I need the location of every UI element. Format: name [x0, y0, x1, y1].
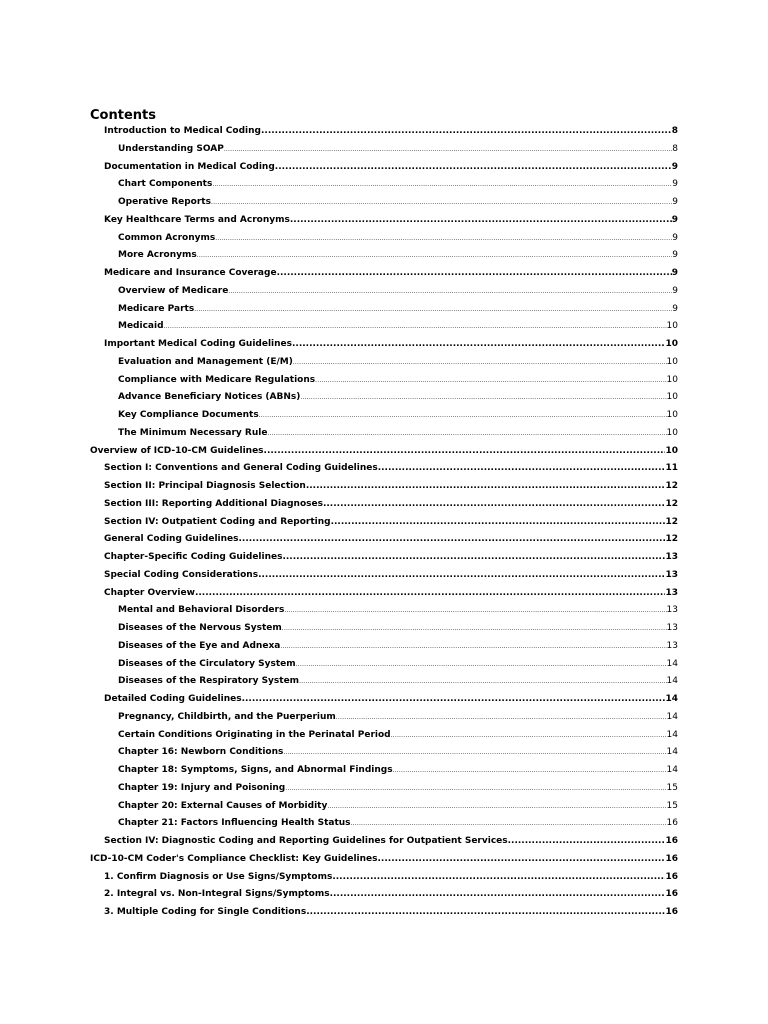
- toc-entry[interactable]: [90, 194, 678, 212]
- toc-entry[interactable]: [90, 691, 678, 709]
- toc-page-number[interactable]: 16: [665, 836, 678, 846]
- toc-entry-title[interactable]: Medicare and Insurance Coverage: [104, 268, 277, 278]
- toc-entry-title[interactable]: Overview of Medicare: [118, 285, 229, 296]
- toc-page-number[interactable]: 16: [665, 853, 678, 864]
- toc-entry[interactable]: [90, 123, 678, 141]
- toc-entry[interactable]: [90, 230, 678, 248]
- toc-entry-title[interactable]: Key Healthcare Terms and Acronyms: [104, 214, 290, 225]
- toc-entry-title[interactable]: The Minimum Necessary Rule: [118, 427, 268, 438]
- toc-entry-title[interactable]: Compliance with Medicare Regulations: [118, 374, 316, 385]
- toc-entry[interactable]: [90, 656, 678, 674]
- toc-entry-title[interactable]: Diseases of the Respiratory System: [118, 676, 300, 687]
- toc-entry[interactable]: [90, 141, 678, 159]
- toc-dot-leader: [212, 176, 672, 194]
- toc-dot-leader: [228, 283, 672, 301]
- toc-entry-title[interactable]: Diseases of the Eye and Adnexa: [118, 640, 281, 651]
- toc-entry-title[interactable]: Mental and Behavioral Disorders: [118, 605, 285, 616]
- toc-dot-leader: [306, 478, 666, 496]
- toc-page-number[interactable]: 16: [665, 889, 678, 900]
- toc-entry[interactable]: [90, 620, 678, 638]
- toc-page-number[interactable]: 15: [666, 800, 678, 811]
- toc-dot-leader: [378, 851, 666, 869]
- toc-dot-leader: [258, 567, 665, 585]
- toc-page-number[interactable]: 12: [665, 481, 678, 491]
- toc-dot-leader: [282, 549, 665, 567]
- toc-page-number[interactable]: 9: [672, 232, 678, 243]
- toc-entry-title[interactable]: Chapter-Specific Coding Guidelines: [104, 552, 283, 562]
- toc-dot-leader: [299, 673, 666, 691]
- toc-dot-leader: [277, 265, 672, 283]
- toc-entry[interactable]: [90, 301, 678, 319]
- toc-entry[interactable]: [90, 798, 678, 816]
- toc-page-number[interactable]: 10: [665, 445, 678, 456]
- toc-entry-title[interactable]: Medicare Parts: [118, 303, 195, 314]
- toc-entry-title[interactable]: 3. Multiple Coding for Single Conditions: [104, 907, 307, 917]
- toc-dot-leader: [224, 141, 672, 159]
- toc-entry[interactable]: [90, 886, 678, 904]
- toc-dot-leader: [293, 354, 667, 372]
- toc-page-number[interactable]: 8: [672, 143, 678, 154]
- toc-entry-title[interactable]: Chapter Overview: [104, 587, 195, 598]
- toc-entry-title[interactable]: Evaluation and Management (E/M): [118, 356, 293, 367]
- toc-entry-title[interactable]: Chapter 21: Factors Influencing Health Status: [118, 818, 351, 829]
- table-of-contents: [90, 108, 678, 922]
- toc-entry-title[interactable]: ICD-10-CM Coder's Compliance Checklist: Key Guidelines: [90, 853, 378, 864]
- toc-dot-leader: [290, 212, 672, 230]
- toc-page-number[interactable]: 14: [666, 729, 678, 740]
- toc-entry[interactable]: [90, 372, 678, 390]
- toc-dot-leader: [285, 780, 666, 798]
- toc-page-number[interactable]: 14: [666, 711, 678, 722]
- toc-heading: Contents: [90, 108, 156, 123]
- toc-entry[interactable]: [90, 389, 678, 407]
- toc-entry-title[interactable]: 2. Integral vs. Non-Integral Signs/Symptoms: [104, 889, 330, 900]
- toc-entry-title[interactable]: More Acronyms: [118, 250, 197, 261]
- toc-page-number[interactable]: 16: [665, 871, 678, 882]
- toc-page-number[interactable]: 10: [666, 427, 678, 438]
- toc-entry[interactable]: [90, 460, 678, 478]
- toc-entry[interactable]: [90, 283, 678, 301]
- toc-entry-title[interactable]: Certain Conditions Originating in the Perinatal Period: [118, 729, 391, 740]
- toc-page-number[interactable]: 16: [666, 818, 678, 829]
- toc-page-number[interactable]: 9: [672, 285, 678, 296]
- toc-entry-title[interactable]: Section I: Conventions and General Coding Guidelines: [104, 463, 378, 474]
- toc-entry[interactable]: [90, 744, 678, 762]
- toc-entry-title[interactable]: Section IV: Diagnostic Coding and Reporting Guidelines for Outpatient Services: [104, 836, 508, 846]
- toc-page-number[interactable]: 9: [671, 268, 678, 278]
- toc-dot-leader: [239, 531, 666, 549]
- toc-dot-leader: [327, 798, 666, 816]
- toc-entry[interactable]: [90, 602, 678, 620]
- toc-page-number[interactable]: 10: [665, 339, 678, 349]
- toc-dot-leader: [195, 585, 666, 603]
- toc-dot-leader: [283, 744, 666, 762]
- toc-page-number[interactable]: 14: [666, 658, 678, 669]
- toc-entry[interactable]: [90, 247, 678, 265]
- toc-page-number[interactable]: 14: [666, 747, 678, 758]
- toc-page-number[interactable]: 9: [672, 179, 678, 190]
- toc-page-number[interactable]: 14: [665, 694, 678, 704]
- toc-dot-leader: [323, 496, 666, 514]
- toc-entry-title[interactable]: Section IV: Outpatient Coding and Reporting: [104, 516, 331, 527]
- toc-page-number[interactable]: 14: [666, 765, 678, 775]
- toc-entry-title[interactable]: Detailed Coding Guidelines: [104, 694, 242, 704]
- toc-dot-leader: [351, 815, 667, 833]
- toc-entry-title[interactable]: Chapter 16: Newborn Conditions: [118, 747, 284, 758]
- toc-entry[interactable]: [90, 425, 678, 443]
- toc-page-number[interactable]: 13: [666, 605, 678, 616]
- toc-entry-title[interactable]: Advance Beneficiary Notices (ABNs): [118, 392, 301, 403]
- toc-entry-title[interactable]: Common Acronyms: [118, 232, 216, 243]
- toc-entry[interactable]: [90, 904, 678, 922]
- toc-entry[interactable]: [90, 780, 678, 798]
- toc-dot-leader: [300, 389, 666, 407]
- toc-dot-leader: [280, 638, 666, 656]
- toc-entry[interactable]: [90, 496, 678, 514]
- toc-entry[interactable]: [90, 336, 678, 354]
- toc-entry[interactable]: [90, 762, 678, 780]
- toc-entry[interactable]: [90, 638, 678, 656]
- toc-entry[interactable]: [90, 673, 678, 691]
- toc-dot-leader: [197, 247, 673, 265]
- toc-page-number[interactable]: 12: [665, 534, 678, 545]
- toc-page-number[interactable]: 10: [666, 356, 678, 367]
- toc-entry[interactable]: [90, 354, 678, 372]
- toc-entry-title[interactable]: Chapter 20: External Causes of Morbidity: [118, 800, 328, 811]
- toc-entry[interactable]: [90, 531, 678, 549]
- toc-dot-leader: [282, 620, 667, 638]
- toc-entry[interactable]: [90, 159, 678, 177]
- toc-entry[interactable]: [90, 709, 678, 727]
- toc-list: [90, 123, 678, 922]
- toc-dot-leader: [267, 425, 666, 443]
- toc-entry[interactable]: [90, 212, 678, 230]
- toc-entry[interactable]: [90, 478, 678, 496]
- toc-entry-title[interactable]: Important Medical Coding Guidelines: [104, 339, 292, 349]
- toc-dot-leader: [391, 727, 667, 745]
- toc-entry[interactable]: [90, 727, 678, 745]
- toc-page-number[interactable]: 10: [666, 321, 678, 332]
- toc-entry[interactable]: [90, 514, 678, 532]
- toc-dot-leader: [508, 833, 666, 851]
- toc-entry-title[interactable]: Chart Components: [118, 179, 213, 190]
- toc-page-number[interactable]: 9: [672, 303, 678, 314]
- toc-page-number[interactable]: 13: [665, 569, 678, 580]
- toc-entry-title[interactable]: Documentation in Medical Coding: [104, 161, 275, 172]
- toc-dot-leader: [259, 407, 667, 425]
- toc-page-number[interactable]: 10: [666, 374, 678, 385]
- toc-page-number[interactable]: 9: [671, 161, 678, 172]
- toc-dot-leader: [336, 709, 667, 727]
- toc-entry-title[interactable]: Special Coding Considerations: [104, 569, 259, 580]
- toc-page-number[interactable]: 10: [666, 392, 678, 403]
- toc-dot-leader: [306, 904, 665, 922]
- toc-entry-title[interactable]: Overview of ICD-10-CM Guidelines: [90, 445, 264, 456]
- toc-page-number[interactable]: 12: [665, 498, 678, 509]
- toc-page-number[interactable]: 8: [671, 126, 678, 136]
- toc-page-number[interactable]: 14: [666, 676, 678, 687]
- toc-page-number[interactable]: 9: [672, 250, 678, 261]
- toc-dot-leader: [330, 886, 666, 904]
- toc-entry[interactable]: [90, 567, 678, 585]
- toc-dot-leader: [378, 460, 666, 478]
- toc-entry[interactable]: [90, 549, 678, 567]
- toc-page-number[interactable]: 15: [666, 782, 678, 793]
- toc-dot-leader: [284, 602, 666, 620]
- toc-dot-leader: [261, 123, 672, 141]
- toc-dot-leader: [275, 159, 672, 177]
- toc-dot-leader: [242, 691, 666, 709]
- toc-page-number[interactable]: 13: [666, 623, 678, 633]
- toc-page-number[interactable]: 12: [665, 516, 678, 527]
- toc-entry-title[interactable]: Medicaid: [118, 321, 164, 332]
- toc-page-number[interactable]: 13: [665, 552, 678, 562]
- toc-entry-title[interactable]: Diseases of the Circulatory System: [118, 658, 296, 669]
- toc-entry[interactable]: [90, 585, 678, 603]
- toc-page-number[interactable]: 13: [666, 640, 678, 651]
- toc-entry[interactable]: [90, 443, 678, 461]
- toc-entry[interactable]: [90, 407, 678, 425]
- toc-entry[interactable]: [90, 815, 678, 833]
- toc-entry-title[interactable]: 1. Confirm Diagnosis or Use Signs/Symptoms: [104, 871, 333, 882]
- toc-entry[interactable]: [90, 265, 678, 283]
- toc-entry[interactable]: [90, 833, 678, 851]
- toc-entry-title[interactable]: General Coding Guidelines: [104, 534, 239, 545]
- toc-page-number[interactable]: 9: [671, 214, 678, 225]
- toc-entry-title[interactable]: Section II: Principal Diagnosis Selection: [104, 481, 306, 491]
- toc-entry-title[interactable]: Understanding SOAP: [118, 143, 224, 154]
- toc-entry-title[interactable]: Diseases of the Nervous System: [118, 623, 282, 633]
- toc-dot-leader: [296, 656, 667, 674]
- toc-entry-title[interactable]: Chapter 18: Symptoms, Signs, and Abnormal Findings: [118, 765, 393, 775]
- toc-entry-title[interactable]: Operative Reports: [118, 197, 211, 207]
- toc-dot-leader: [315, 372, 666, 390]
- toc-entry-title[interactable]: Introduction to Medical Coding: [104, 126, 261, 136]
- toc-entry[interactable]: [90, 869, 678, 887]
- toc-dot-leader: [194, 301, 672, 319]
- toc-entry-title[interactable]: Section III: Reporting Additional Diagnoses: [104, 498, 323, 509]
- toc-dot-leader: [215, 230, 672, 248]
- toc-page-number[interactable]: 16: [665, 907, 678, 917]
- toc-dot-leader: [332, 869, 665, 887]
- toc-dot-leader: [211, 194, 672, 212]
- toc-dot-leader: [393, 762, 667, 780]
- toc-dot-leader: [264, 443, 666, 461]
- toc-page-number[interactable]: 11: [665, 463, 678, 474]
- toc-entry-title[interactable]: Pregnancy, Childbirth, and the Puerperium: [118, 711, 336, 722]
- toc-page-number[interactable]: 13: [665, 587, 678, 598]
- toc-dot-leader: [331, 514, 666, 532]
- toc-entry-title[interactable]: Key Compliance Documents: [118, 410, 259, 420]
- toc-entry[interactable]: [90, 176, 678, 194]
- toc-dot-leader: [164, 318, 667, 336]
- toc-entry[interactable]: [90, 318, 678, 336]
- toc-dot-leader: [292, 336, 665, 354]
- toc-entry-title[interactable]: Chapter 19: Injury and Poisoning: [118, 782, 286, 793]
- toc-entry[interactable]: [90, 851, 678, 869]
- toc-page-number[interactable]: 9: [672, 197, 678, 207]
- toc-page-number[interactable]: 10: [666, 410, 678, 420]
